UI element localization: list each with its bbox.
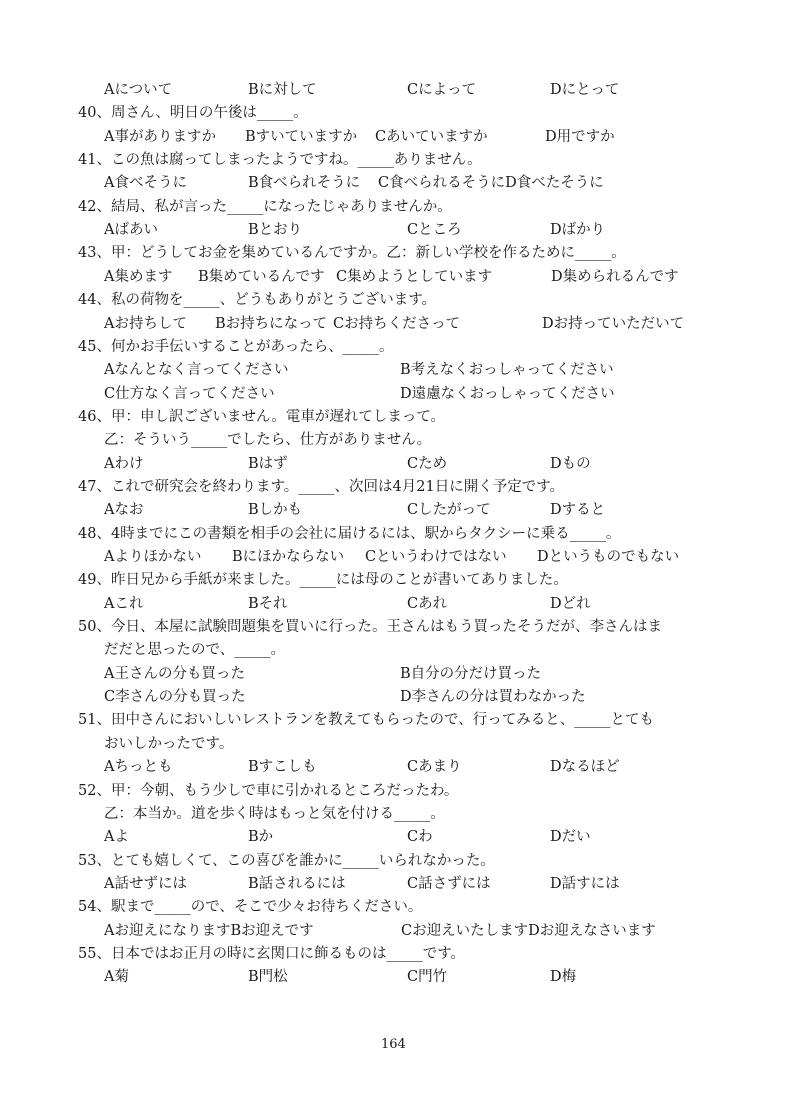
question-text: 52、甲：今朝、もう少しで車に引かれるところだったわ。 — [78, 783, 459, 799]
answer-option: Cによって — [407, 82, 477, 98]
answer-option: Dお持っていただいて — [542, 316, 685, 332]
question-text: 53、とても嬉しくて、この喜びを誰かに_____いられなかった。 — [78, 853, 495, 869]
answer-option: B自分の分だけ買った — [400, 666, 542, 682]
answer-option: Aばあい — [104, 222, 158, 238]
page-number: 164 — [381, 1037, 406, 1052]
answer-option: Dどれ — [550, 596, 591, 612]
answer-option: Cあいていますか — [375, 129, 488, 145]
question-text: 47、これで研究会を終わります。_____、次回は4月21日に開く予定です。 — [78, 479, 565, 495]
answer-option: Bはず — [248, 456, 288, 472]
answer-option: B門松 — [248, 969, 288, 985]
answer-option: A集めます — [104, 269, 173, 285]
question-text: 46、甲：申し訳ございません。電車が遅れてしまって。 — [78, 409, 446, 425]
answer-option: Aについて — [104, 82, 173, 98]
answer-option: C集めようとしています — [336, 269, 493, 285]
question-text: 44、私の荷物を_____、どうもありがとうございます。 — [78, 292, 437, 308]
answer-option: Dばかり — [550, 222, 606, 238]
answer-option: Dなるほど — [550, 759, 620, 775]
answer-option: D梅 — [550, 969, 577, 985]
answer-option: Cため — [407, 456, 448, 472]
question-text: 51、田中さんにおいしいレストランを教えてもらったので、行ってみると、_____とても — [78, 712, 654, 728]
answer-option: Cところ — [407, 222, 462, 238]
answer-option: Aこれ — [104, 596, 144, 612]
answer-option: B話されるには — [248, 876, 346, 892]
answer-option: C食べられるそうにD食べたそうに — [378, 175, 604, 191]
answer-option: D集められるんです — [551, 269, 679, 285]
answer-option: Cお持ちくださって — [333, 316, 461, 332]
answer-option: B食べられそうに — [248, 175, 361, 191]
question-text: 45、何かお手伝いすることがあったら、_____。 — [78, 339, 394, 355]
question-text: 43、甲：どうしてお金を集めているんですか。乙：新しい学校を作るために_____。 — [78, 245, 626, 261]
answer-option: Cお迎えいたしますDお迎えなさいます — [401, 923, 656, 939]
answer-option: C門竹 — [407, 969, 448, 985]
answer-option: Bお持ちになって — [215, 316, 328, 332]
question-text: 40、周さん、明日の午後は_____。 — [78, 105, 308, 121]
answer-option: A事がありますか — [104, 129, 216, 145]
answer-option: C仕方なく言ってください — [104, 386, 275, 402]
question-text: 48、4時までにこの書類を相手の会社に届けるには、駅からタクシーに乗る_____。 — [78, 526, 621, 542]
answer-option: A話せずには — [104, 876, 187, 892]
answer-option: Bに対して — [248, 82, 317, 98]
answer-option: Cわ — [407, 829, 433, 845]
question-continuation: 乙：本当か。道を歩く時はもっと気を付ける_____。 — [104, 806, 445, 822]
answer-option: Bそれ — [248, 596, 288, 612]
question-text: 42、結局、私が言った_____になったじゃありませんか。 — [78, 199, 452, 215]
question-text: 41、この魚は腐ってしまったようですね。_____ありません。 — [78, 152, 482, 168]
answer-option: D用ですか — [545, 129, 615, 145]
answer-option: Dにとって — [550, 82, 620, 98]
answer-option: Bすいていますか — [245, 129, 358, 145]
question-text: 50、今日、本屋に試験問題集を買いに行った。王さんはもう買ったそうだが、李さんはま — [78, 619, 662, 635]
answer-option: B集めているんです — [198, 269, 325, 285]
answer-option: C李さんの分も買った — [104, 689, 246, 705]
answer-option: Aお迎えになりますBお迎えです — [104, 923, 314, 939]
question-continuation: 乙：そういう_____でしたら、仕方がありません。 — [104, 432, 432, 448]
answer-option: C話さずには — [407, 876, 491, 892]
answer-option: D遠慮なくおっしゃってください — [400, 386, 615, 402]
question-continuation: だだと思ったので、_____。 — [104, 642, 285, 658]
answer-option: Bすこしも — [248, 759, 317, 775]
answer-option: Bか — [248, 829, 274, 845]
answer-option: D李さんの分は買わなかった — [400, 689, 586, 705]
answer-option: Dもの — [550, 456, 591, 472]
answer-option: Aよりほかない — [104, 549, 202, 565]
answer-option: Aなお — [104, 502, 144, 518]
question-text: 49、昨日兄から手紙が来ました。_____には母のことが書いてありました。 — [78, 572, 568, 588]
answer-option: Cというわけではない — [365, 549, 507, 565]
question-text: 54、駅まで_____ので、そこで少々お待ちください。 — [78, 899, 423, 915]
answer-option: Aちっとも — [104, 759, 173, 775]
answer-option: Cしたがって — [407, 502, 491, 518]
answer-option: Aわけ — [104, 456, 144, 472]
answer-option: Cあまり — [407, 759, 462, 775]
answer-option: A菊 — [104, 969, 129, 985]
answer-option: B考えなくおっしゃってください — [400, 362, 614, 378]
answer-option: Bしかも — [248, 502, 303, 518]
question-continuation: おいしかったです。 — [104, 736, 234, 752]
answer-option: Bにほかならない — [232, 549, 345, 565]
answer-option: Aよ — [104, 829, 129, 845]
answer-option: D話すには — [550, 876, 620, 892]
answer-option: Cあれ — [407, 596, 448, 612]
answer-option: Aなんとなく言ってください — [104, 362, 289, 378]
answer-option: Dというものでもない — [537, 549, 680, 565]
answer-option: A王さんの分も買った — [104, 666, 245, 682]
answer-option: Dだい — [550, 829, 591, 845]
answer-option: Dすると — [550, 502, 606, 518]
answer-option: Bとおり — [248, 222, 303, 238]
question-text: 55、日本ではお正月の時に玄関口に飾るものは_____です。 — [78, 946, 466, 962]
answer-option: Aお持ちして — [104, 316, 187, 332]
answer-option: A食べそうに — [104, 175, 187, 191]
